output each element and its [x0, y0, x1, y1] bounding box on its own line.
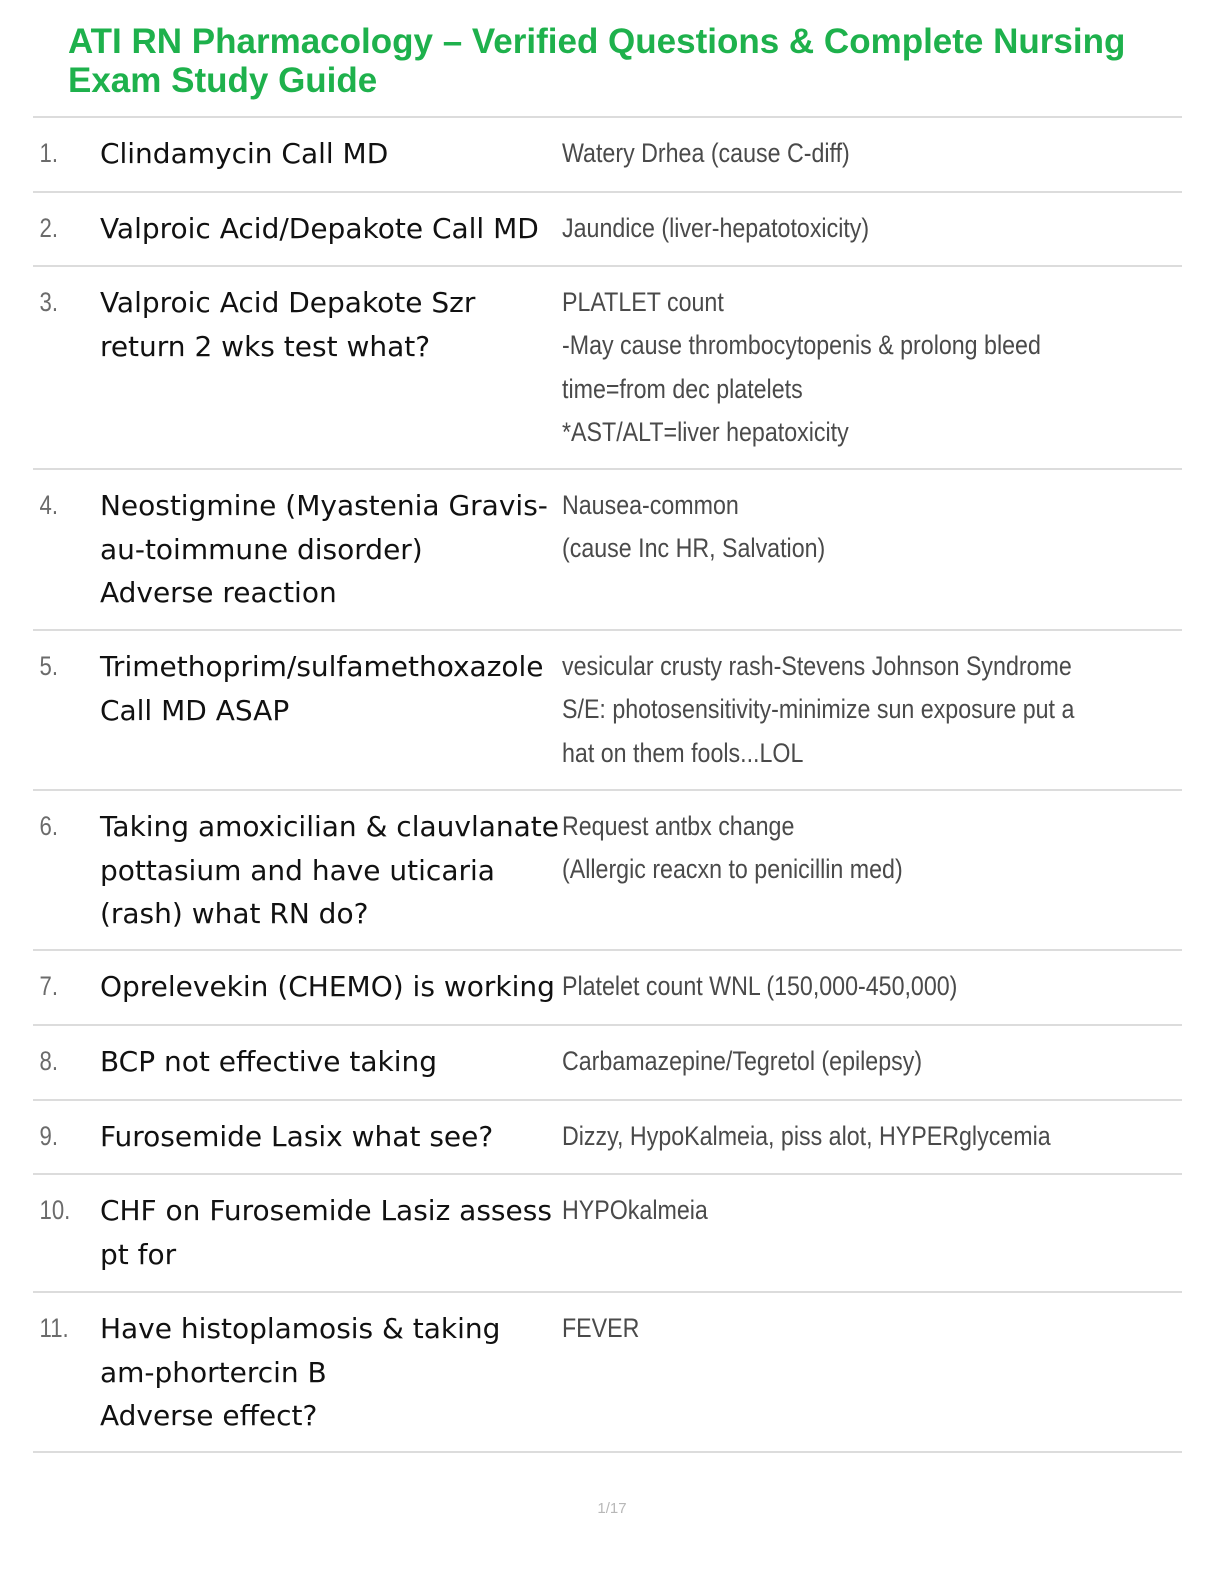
- row-term: BCP not effective taking: [99, 1045, 437, 1078]
- row-definition-text: Jaundice (liver-hepatotoxicity): [562, 213, 870, 243]
- document-title: ATI RN Pharmacology – Verified Questions & Complete Nursing Exam Study Guide: [68, 22, 1126, 100]
- row-term: Oprelevekin (CHEMO) is working: [99, 970, 555, 1003]
- row-definition: [562, 1307, 1182, 1451]
- row-definition: [562, 484, 1182, 629]
- row-definition: [562, 1115, 1182, 1173]
- row-number: 10.: [39, 1195, 71, 1225]
- row-definition-text: Request antbx change (Allergic reacxn to penicillin med): [562, 811, 903, 885]
- row-number: 6.: [39, 811, 59, 841]
- row-definition-text: Carbamazepine/Tegretol (epilepsy): [562, 1046, 923, 1076]
- row-number: 5.: [39, 651, 59, 681]
- row-term: Furosemide Lasix what see?: [99, 1120, 494, 1153]
- table-row: [33, 118, 1182, 193]
- row-definition: [562, 207, 1182, 265]
- row-definition-text: HYPOkalmeia: [562, 1195, 708, 1225]
- row-term: Valproic Acid Depakote Szr return 2 wks test what?: [99, 286, 476, 363]
- row-definition-text: FEVER: [562, 1313, 640, 1343]
- table-row: [33, 951, 1182, 1026]
- row-definition-text: vesicular crusty rash-Stevens Johnson Syndrome S/E: photosensitivity-minimize sun exposure put a hat on them fools...LOL: [562, 651, 1075, 768]
- page-indicator: 1/17: [597, 1500, 627, 1517]
- row-number: 1.: [39, 138, 59, 168]
- table-row: [33, 631, 1182, 791]
- row-number: 9.: [39, 1121, 59, 1151]
- table-row: [33, 267, 1182, 470]
- row-definition: [562, 805, 1182, 949]
- row-number: 3.: [39, 287, 59, 317]
- row-term: Valproic Acid/Depakote Call MD: [99, 212, 539, 245]
- row-definition: [562, 281, 1182, 468]
- row-number: 2.: [39, 213, 59, 243]
- row-definition-text: Nausea-common (cause Inc HR, Salvation): [562, 490, 826, 564]
- flashcard-table: [33, 116, 1182, 1453]
- row-definition: [562, 645, 1182, 789]
- row-definition: [562, 1189, 1182, 1291]
- row-definition: [562, 1040, 1182, 1099]
- row-number: 8.: [39, 1046, 59, 1076]
- row-definition: [562, 965, 1182, 1024]
- row-definition-text: Watery Drhea (cause C-diff): [562, 138, 850, 168]
- table-row: [33, 791, 1182, 951]
- table-row: [33, 193, 1182, 267]
- table-row: [33, 1026, 1182, 1101]
- row-definition-text: Dizzy, HypoKalmeia, piss alot, HYPERglycemia: [562, 1121, 1051, 1151]
- table-row: [33, 1175, 1182, 1293]
- row-term: Taking amoxicilian & clauvlanate pottasium and have uticaria (rash) what RN do?: [99, 810, 559, 930]
- row-number: 7.: [39, 971, 59, 1001]
- row-definition-text: PLATLET count -May cause thrombocytopenis & prolong bleed time=from dec platelets *AST/ALT=liver hepatoxicity: [562, 287, 1041, 447]
- row-number: 4.: [39, 490, 59, 520]
- row-term: Trimethoprim/sulfamethoxazole Call MD ASAP: [99, 650, 544, 727]
- table-row: [33, 1293, 1182, 1453]
- table-row: [33, 1101, 1182, 1175]
- row-definition-text: Platelet count WNL (150,000-450,000): [562, 971, 958, 1001]
- row-definition: [562, 132, 1182, 191]
- row-term: CHF on Furosemide Lasiz assess pt for: [99, 1194, 552, 1271]
- row-term: Clindamycin Call MD: [99, 137, 389, 170]
- row-term: Have histoplamosis & taking am-phortercin B Adverse effect?: [99, 1312, 501, 1432]
- row-term: Neostigmine (Myastenia Gravis-au-toimmune disorder) Adverse reaction: [99, 489, 548, 609]
- row-number: 11.: [39, 1313, 69, 1343]
- table-row: [33, 470, 1182, 631]
